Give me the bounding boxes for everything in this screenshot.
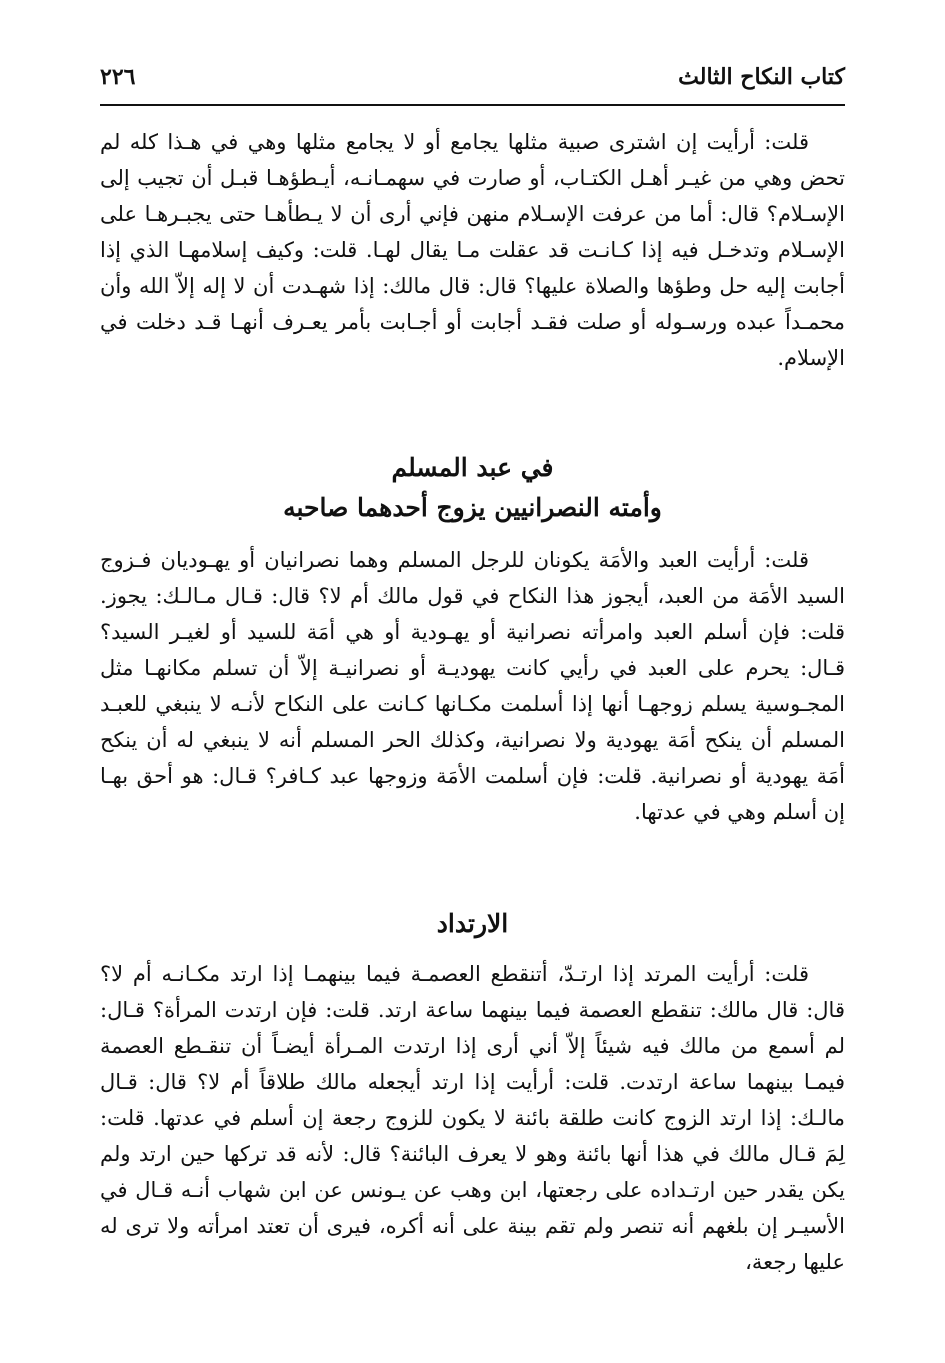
paragraph-block-3 <box>100 956 845 1280</box>
paragraph-block-1 <box>100 124 845 376</box>
section-heading-apostasy <box>100 904 845 944</box>
section-heading-slaves <box>100 448 845 528</box>
heading-line: الارتداد <box>436 909 509 938</box>
running-title: كتاب النكاح الثالث <box>678 64 845 90</box>
page-number: ٢٢٦ <box>100 64 136 90</box>
heading-line-1: في عبد المسلم <box>391 453 554 482</box>
paragraph-block-2 <box>100 542 845 830</box>
page-header <box>100 62 845 106</box>
paragraph: قلت: أرأيت إن اشترى صبية مثلها يجامع أو لا يجامع مثلها وهي في هـذا كله لم تحض وهي من غيـر أهـل الكتـاب، أو صارت في سهمـانـه، أيـطؤهـا قبـل أن تجيب إلى الإسـلام؟ قال: أما من عرفت الإسـلام منهن فإني أرى أن لا يـطأهـا حتى يجبـرهـا على الإسـلام وتدخـل فيه إذا كـانـت قد عقلت مـا يقال لهـا. قلت: وكيف إسلامهـا الذي إذا أجابت إليه حل وطؤها والصلاة عليها؟ قال: قال مالك: إذا شهـدت أن لا إله إلاّ الله وأن محمـداً عبده ورسـوله أو صلت فقـد أجابت أو أجـابت بأمر يعـرف أنهـا قـد دخلت في الإسلام. <box>100 130 845 370</box>
heading-line-2: وأمته النصرانيين يزوج أحدهما صاحبه <box>283 493 662 522</box>
paragraph: قلت: أرأيت العبد والأمَة يكونان للرجل المسلم وهما نصرانيان أو يهـوديان فـزوج السيد الأمَة من العبد، أيجوز هذا النكاح في قول مالك أم لا؟ قال: قـال مـالـك: يجوز. قلت: فإن أسلم العبد وامرأته نصرانية أو يهـودية أو هي أمَة للسيد أو لغيـر السيد؟ قـال: يحرم على العبد في رأيي كانت يهوديـة أو نصرانيـة إلاّ أن تسلم مكانهـا مثل المجـوسية يسلم زوجهـا أنها إذا أسلمت مكـانها كـانت على النكاح لأنـه لا ينبغي للعبـد المسلم أن ينكح أمَة يهودية ولا نصرانية، وكذلك الحر المسلم أنه لا ينبغي له أن ينكح أمَة يهودية أو نصرانية. قلت: فإن أسلمت الأمَة وزوجها عبد كـافر؟ قـال: هو أحق بهـا إن أسلم وهي في عدتها. <box>100 548 845 824</box>
paragraph: قلت: أرأيت المرتد إذا ارتـدّ، أتنقطع العصمـة فيما بينهمـا إذا ارتد مكـانـه أم لا؟ قال: قال مالك: تنقطع العصمة فيما بينهما ساعة ارتد. قلت: فإن ارتدت المرأة؟ قـال: لم أسمع من مالك فيه شيئاً إلاّ أني أرى إذا ارتدت المـرأة أيضـاً أن تنقـطع العصمة فيمـا بينهما ساعة ارتدت. قلت: أرأيت إذا ارتد أيجعله مالك طلاقاً أم لا؟ قال: قـال مالـك: إذا ارتد الزوج كانت طلقة بائنة لا يكون للزوج رجعة إن أسلم في عدتها. قلت: لِمَ قـال مالك في هذا أنها بائنة وهو لا يعرف البائنة؟ قال: لأنه قد تركها حين ارتد ولم يكن يقدر حين ارتـداده على رجعتها، ابن وهب عن يـونس عن ابن شهاب أنـه قـال في الأسيـر إن بلغهم أنه تنصر ولم تقم بينة على أنه أكره، فيرى أن تعتد امرأته ولا ترى له عليها رجعة، <box>100 962 845 1274</box>
